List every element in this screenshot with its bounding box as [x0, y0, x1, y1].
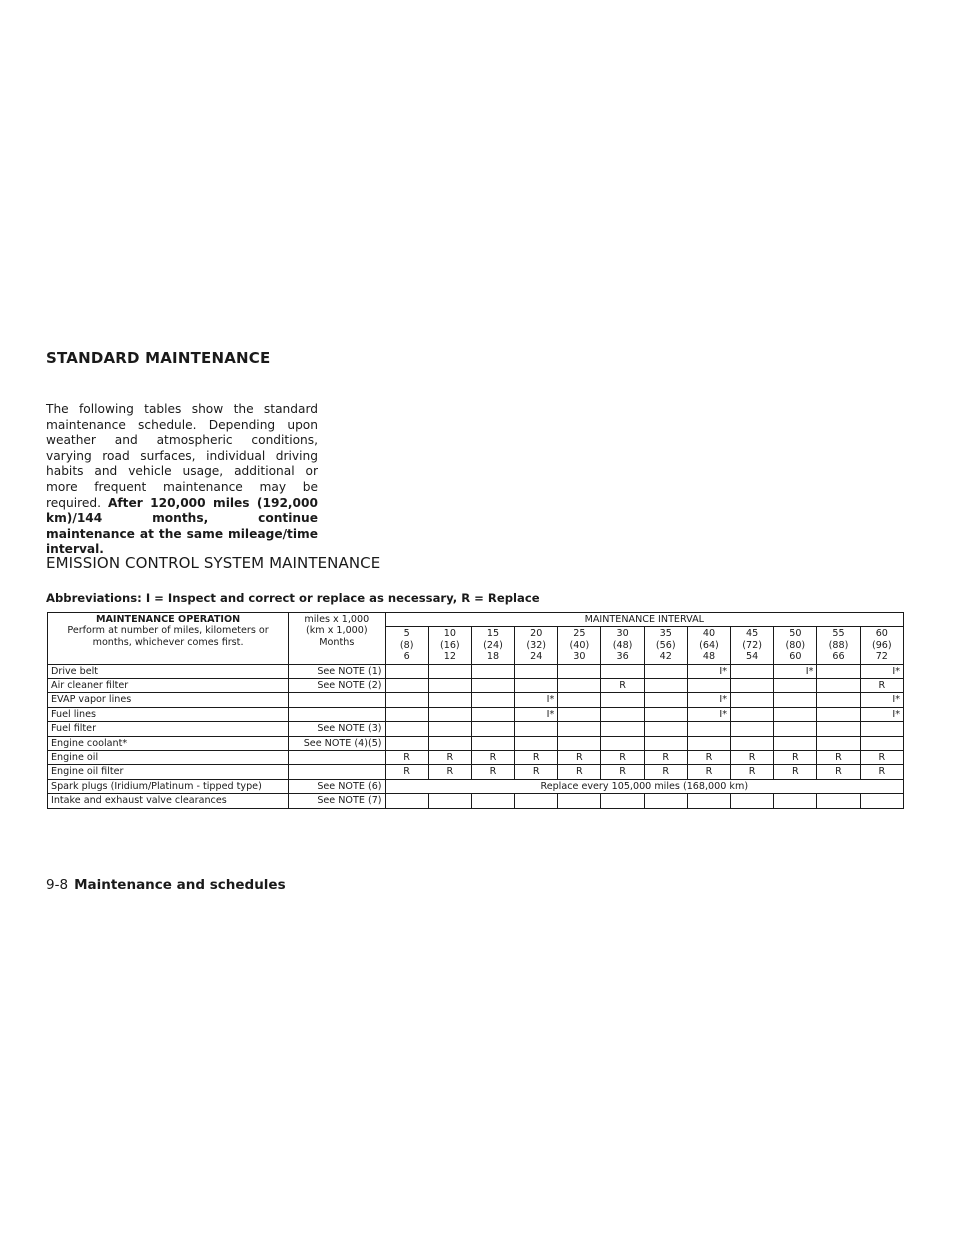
interval-cell: R [817, 751, 860, 765]
interval-months: 30 [573, 651, 586, 663]
page-number: 9-8 [46, 877, 69, 893]
interval-km: (56) [655, 639, 676, 651]
note-cell: See NOTE (4)(5) [289, 736, 385, 750]
interval-cell [385, 722, 428, 736]
intro-paragraph [46, 402, 318, 558]
table-header-row [48, 613, 904, 627]
interval-cell [644, 693, 687, 707]
operation-cell: Engine coolant* [48, 736, 289, 750]
interval-cell [428, 722, 471, 736]
interval-cell [428, 707, 471, 721]
interval-cell [558, 679, 601, 693]
interval-header-cell [687, 627, 730, 664]
interval-cell [687, 736, 730, 750]
interval-header-cell [644, 627, 687, 664]
table-row [48, 679, 904, 693]
interval-months: 48 [702, 651, 716, 663]
operation-cell: Fuel filter [48, 722, 289, 736]
operation-cell: Air cleaner filter [48, 679, 289, 693]
interval-cell: R [817, 765, 860, 779]
interval-cell [774, 707, 817, 721]
page-footer [46, 877, 286, 893]
interval-cell: I* [860, 707, 903, 721]
interval-cell [385, 679, 428, 693]
interval-cell [817, 664, 860, 678]
interval-cell [428, 794, 471, 808]
interval-cell: R [601, 679, 644, 693]
interval-km: (64) [699, 639, 719, 651]
interval-miles: 45 [746, 628, 759, 640]
interval-months: 18 [486, 651, 500, 663]
interval-cell [558, 707, 601, 721]
interval-miles: 35 [659, 628, 672, 640]
note-cell [289, 765, 385, 779]
interval-km: (72) [742, 639, 762, 651]
interval-km: (24) [483, 639, 503, 651]
table-row [48, 664, 904, 678]
interval-cell: R [601, 751, 644, 765]
interval-header-cell [471, 627, 514, 664]
interval-cell [428, 664, 471, 678]
operation-header-title: MAINTENANCE OPERATION [95, 614, 241, 625]
interval-months: 6 [403, 651, 410, 663]
note-cell [289, 751, 385, 765]
interval-cell [471, 679, 514, 693]
interval-cell: I* [774, 664, 817, 678]
interval-header-cell [731, 627, 774, 664]
interval-cell [471, 664, 514, 678]
table-row [48, 765, 904, 779]
interval-header: MAINTENANCE INTERVAL [385, 613, 903, 627]
interval-cell [731, 664, 774, 678]
interval-cell: R [385, 765, 428, 779]
interval-cell: R [687, 751, 730, 765]
interval-miles: 55 [832, 628, 845, 640]
interval-cell: R [687, 765, 730, 779]
interval-cell [644, 707, 687, 721]
interval-cell: I* [687, 664, 730, 678]
note-cell: See NOTE (3) [289, 722, 385, 736]
interval-cell [687, 722, 730, 736]
table-row [48, 693, 904, 707]
operation-cell: EVAP vapor lines [48, 693, 289, 707]
interval-cell: R [860, 679, 903, 693]
interval-cell [774, 693, 817, 707]
interval-cell [644, 679, 687, 693]
interval-cell: R [774, 765, 817, 779]
interval-cell [860, 794, 903, 808]
interval-cell: R [601, 765, 644, 779]
interval-months: 72 [875, 651, 888, 663]
operation-cell: Fuel lines [48, 707, 289, 721]
intro-text: The following tables show the standard maintenance schedule. Depending upon weather and atmospheric conditions, varying road surfaces, individual driving habits and vehicle usage, additional or more frequent maintenance may be required. [46, 402, 318, 510]
interval-km: (48) [612, 639, 633, 651]
operation-cell: Intake and exhaust valve clearances [48, 794, 289, 808]
interval-cell [601, 693, 644, 707]
interval-cell [558, 736, 601, 750]
interval-cell [385, 736, 428, 750]
interval-header-cell [601, 627, 644, 664]
interval-cell [385, 664, 428, 678]
interval-km: (96) [871, 639, 892, 651]
units-km: (km x 1,000) [306, 625, 368, 637]
interval-km: (32) [526, 639, 547, 651]
table-row [48, 707, 904, 721]
interval-cell [644, 722, 687, 736]
operation-cell: Engine oil filter [48, 765, 289, 779]
interval-cell [731, 693, 774, 707]
interval-cell [558, 794, 601, 808]
interval-cell [817, 693, 860, 707]
interval-cell [817, 736, 860, 750]
interval-miles: 20 [530, 628, 543, 640]
interval-cell [817, 794, 860, 808]
note-cell: See NOTE (1) [289, 664, 385, 678]
operation-cell: Drive belt [48, 664, 289, 678]
interval-miles: 5 [403, 628, 410, 640]
interval-cell [428, 679, 471, 693]
interval-header-cell [385, 627, 428, 664]
interval-cell [644, 664, 687, 678]
interval-cell [515, 664, 558, 678]
table-row [48, 751, 904, 765]
interval-months: 60 [789, 651, 802, 663]
note-cell [289, 707, 385, 721]
interval-cell [385, 794, 428, 808]
interval-cell [601, 707, 644, 721]
interval-cell [817, 722, 860, 736]
interval-cell [601, 736, 644, 750]
interval-cell [601, 664, 644, 678]
interval-cell: R [774, 751, 817, 765]
note-cell: See NOTE (6) [289, 779, 385, 793]
interval-km: (80) [785, 639, 806, 651]
interval-header-cell [515, 627, 558, 664]
interval-cell: R [428, 751, 471, 765]
interval-miles: 15 [486, 628, 500, 640]
interval-header-cell [860, 627, 903, 664]
operation-cell: Spark plugs (Iridium/Platinum - tipped type) [48, 779, 289, 793]
interval-cell [385, 707, 428, 721]
interval-cell [774, 736, 817, 750]
interval-cell [558, 722, 601, 736]
interval-cell [687, 794, 730, 808]
interval-cell [515, 722, 558, 736]
interval-cell [558, 693, 601, 707]
table-row [48, 779, 904, 793]
interval-months: 66 [832, 651, 845, 663]
interval-months: 24 [530, 651, 543, 663]
interval-miles: 40 [702, 628, 716, 640]
interval-cell [515, 736, 558, 750]
interval-cell [515, 679, 558, 693]
interval-cell: I* [687, 707, 730, 721]
interval-cell [731, 679, 774, 693]
interval-cell: I* [860, 693, 903, 707]
interval-cell [774, 794, 817, 808]
note-cell [289, 693, 385, 707]
interval-miles: 10 [443, 628, 456, 640]
interval-cell: I* [515, 707, 558, 721]
interval-cell [558, 664, 601, 678]
interval-cell [817, 679, 860, 693]
operation-cell: Engine oil [48, 751, 289, 765]
interval-cell [471, 722, 514, 736]
table-row [48, 722, 904, 736]
interval-cell: R [860, 751, 903, 765]
interval-cell [731, 722, 774, 736]
chapter-title: Maintenance and schedules [74, 877, 286, 893]
interval-months: 36 [616, 651, 629, 663]
interval-cell [428, 693, 471, 707]
interval-km: (88) [828, 639, 849, 651]
interval-cell [385, 693, 428, 707]
interval-months: 12 [443, 651, 456, 663]
interval-cell [471, 693, 514, 707]
interval-cell [644, 736, 687, 750]
interval-cell [644, 794, 687, 808]
units-months: Months [319, 636, 355, 648]
interval-cell: R [471, 765, 514, 779]
interval-cell [860, 722, 903, 736]
interval-cell [601, 794, 644, 808]
table-row [48, 794, 904, 808]
note-cell: See NOTE (7) [289, 794, 385, 808]
interval-cell: R [515, 751, 558, 765]
interval-cell [860, 736, 903, 750]
interval-months: 54 [746, 651, 759, 663]
interval-cell: I* [687, 693, 730, 707]
interval-cell: R [515, 765, 558, 779]
interval-miles: 50 [789, 628, 802, 640]
interval-cell: I* [515, 693, 558, 707]
interval-cell: R [644, 765, 687, 779]
abbreviations-line: Abbreviations: I = Inspect and correct or replace as necessary, R = Replace [46, 591, 540, 605]
interval-cell [471, 707, 514, 721]
interval-cell [515, 794, 558, 808]
section-title: STANDARD MAINTENANCE [46, 349, 271, 367]
interval-miles: 30 [616, 628, 629, 640]
interval-cell: R [731, 765, 774, 779]
interval-km: (8) [399, 639, 414, 651]
interval-cell [601, 722, 644, 736]
interval-months: 42 [659, 651, 672, 663]
interval-cell: R [385, 751, 428, 765]
interval-cell [774, 722, 817, 736]
interval-cell [687, 679, 730, 693]
interval-miles: 60 [875, 628, 888, 640]
interval-km: (16) [439, 639, 460, 651]
interval-cell: R [428, 765, 471, 779]
interval-km: (40) [569, 639, 590, 651]
interval-cell: R [644, 751, 687, 765]
intro-bold-text: After 120,000 miles (192,000 km)/144 months, continue maintenance at the same mileage/time interval. [46, 495, 318, 557]
operation-header-subtitle: Perform at number of miles, kilometers or months, whichever comes first. [67, 625, 269, 648]
units-header [289, 613, 385, 665]
interval-cell: I* [860, 664, 903, 678]
interval-cell [731, 707, 774, 721]
interval-header-cell [774, 627, 817, 664]
interval-cell: R [558, 751, 601, 765]
interval-cell [774, 679, 817, 693]
interval-cell [471, 794, 514, 808]
interval-header-cell [558, 627, 601, 664]
interval-header-cell [817, 627, 860, 664]
interval-cell: R [558, 765, 601, 779]
interval-cell [471, 736, 514, 750]
maintenance-schedule-table [47, 612, 904, 809]
subsection-title: EMISSION CONTROL SYSTEM MAINTENANCE [46, 554, 381, 572]
interval-miles: 25 [573, 628, 586, 640]
interval-header-cell [428, 627, 471, 664]
table-row [48, 736, 904, 750]
spark-plug-interval-note: Replace every 105,000 miles (168,000 km) [385, 779, 903, 793]
interval-cell: R [471, 751, 514, 765]
operation-header [48, 613, 289, 665]
interval-cell [731, 736, 774, 750]
interval-cell [428, 736, 471, 750]
interval-cell: R [731, 751, 774, 765]
interval-cell [731, 794, 774, 808]
units-miles: miles x 1,000 [304, 614, 370, 625]
interval-cell: R [860, 765, 903, 779]
interval-cell [817, 707, 860, 721]
note-cell: See NOTE (2) [289, 679, 385, 693]
